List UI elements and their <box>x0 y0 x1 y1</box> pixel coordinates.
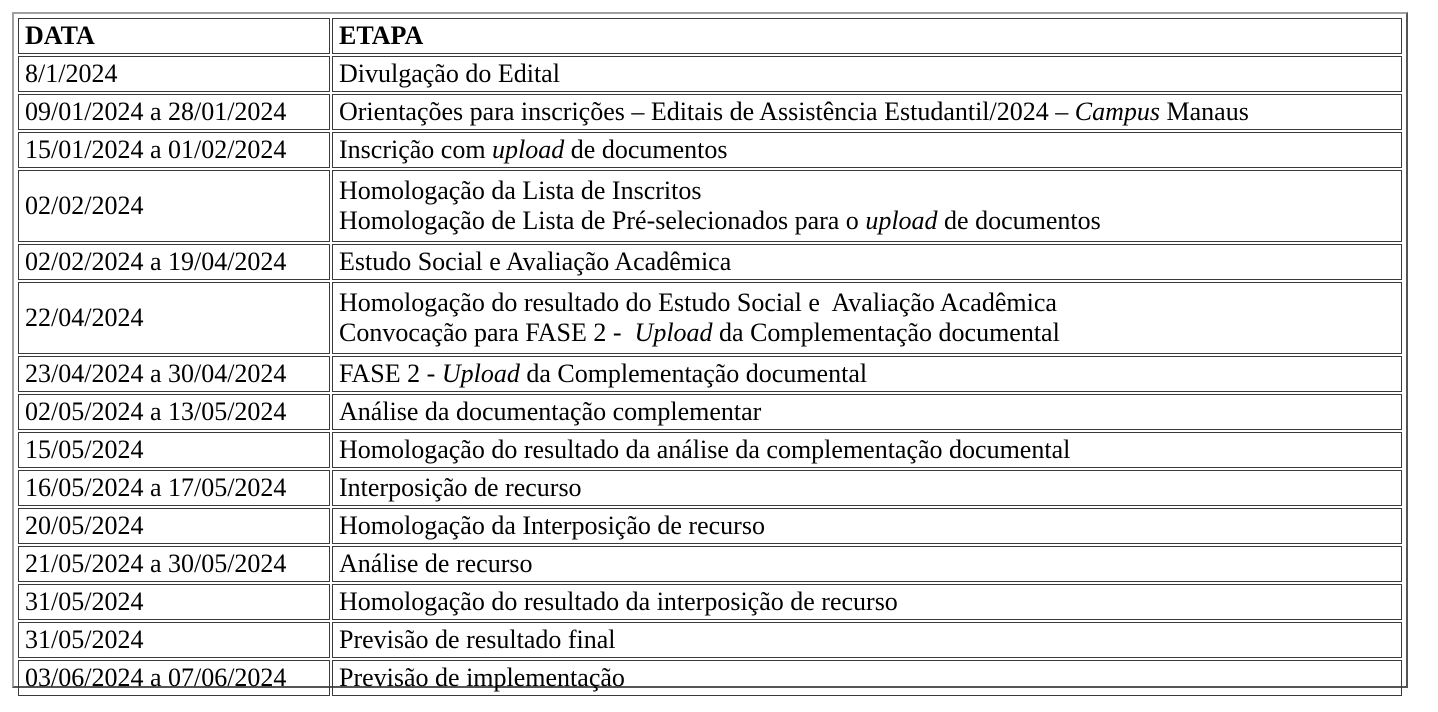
table-row <box>18 170 1402 242</box>
stage-cell <box>332 56 1402 92</box>
stage-text-italic: Campus <box>1074 97 1161 126</box>
table-row <box>18 546 1402 582</box>
stage-cell <box>332 584 1402 620</box>
date-cell: 02/02/2024 a 19/04/2024 <box>18 244 330 280</box>
table-row <box>18 282 1402 354</box>
stage-line <box>339 587 1395 617</box>
stage-text: Homologação de Lista de Pré-selecionados para o <box>339 206 866 235</box>
stage-text-italic: Upload <box>634 318 713 347</box>
stage-text-italic: Upload <box>441 359 520 388</box>
table-row <box>18 394 1402 430</box>
stage-text: Manaus <box>1160 97 1249 126</box>
date-cell: 23/04/2024 a 30/04/2024 <box>18 356 330 392</box>
stage-cell <box>332 244 1402 280</box>
stage-text: Convocação para FASE 2 - <box>339 318 635 347</box>
stage-line <box>339 473 1395 503</box>
stage-text: Análise de recurso <box>339 549 533 578</box>
stage-text: Previsão de implementação <box>339 663 625 692</box>
stage-cell <box>332 170 1402 242</box>
date-cell: 16/05/2024 a 17/05/2024 <box>18 470 330 506</box>
table-row <box>18 94 1402 130</box>
header-date: DATA <box>18 18 330 54</box>
date-cell: 09/01/2024 a 28/01/2024 <box>18 94 330 130</box>
stage-text: Orientações para inscrições – Editais de Assistência Estudantil/2024 – <box>339 97 1075 126</box>
stage-text: Análise da documentação complementar <box>339 397 762 426</box>
table-row <box>18 622 1402 658</box>
table-row <box>18 132 1402 168</box>
stage-line <box>339 663 1395 693</box>
table-row <box>18 244 1402 280</box>
stage-text: de documentos <box>937 206 1101 235</box>
stage-text: de documentos <box>564 135 728 164</box>
stage-text-italic: upload <box>865 206 938 235</box>
stage-cell <box>332 470 1402 506</box>
date-cell: 21/05/2024 a 30/05/2024 <box>18 546 330 582</box>
stage-text: FASE 2 - <box>339 359 442 388</box>
date-cell: 02/02/2024 <box>18 170 330 242</box>
date-cell: 31/05/2024 <box>18 622 330 658</box>
stage-cell <box>332 94 1402 130</box>
stage-line <box>339 59 1395 89</box>
stage-cell <box>332 282 1402 354</box>
stage-line <box>339 135 1395 165</box>
stage-cell <box>332 508 1402 544</box>
date-cell: 20/05/2024 <box>18 508 330 544</box>
stage-text: Previsão de resultado final <box>339 625 616 654</box>
stage-cell <box>332 546 1402 582</box>
stage-cell <box>332 432 1402 468</box>
stage-line <box>339 549 1395 579</box>
schedule-table <box>16 16 1404 698</box>
stage-text: Homologação do resultado do Estudo Social e Avaliação Acadêmica <box>339 288 1057 317</box>
stage-text: Homologação do resultado da análise da complementação documental <box>339 435 1071 464</box>
stage-line <box>339 511 1395 541</box>
stage-text: Homologação da Lista de Inscritos <box>339 176 702 205</box>
table-row <box>18 56 1402 92</box>
stage-text: Estudo Social e Avaliação Acadêmica <box>339 247 732 276</box>
stage-text: Interposição de recurso <box>339 473 582 502</box>
stage-cell <box>332 132 1402 168</box>
stage-line <box>339 176 1395 206</box>
stage-cell <box>332 356 1402 392</box>
table-row <box>18 470 1402 506</box>
stage-line <box>339 435 1395 465</box>
stage-cell <box>332 622 1402 658</box>
stage-text: da Complementação documental <box>712 318 1060 347</box>
stage-line <box>339 288 1395 318</box>
stage-text: da Complementação documental <box>519 359 868 388</box>
table-row <box>18 508 1402 544</box>
header-stage: ETAPA <box>332 18 1402 54</box>
stage-line <box>339 625 1395 655</box>
date-cell: 02/05/2024 a 13/05/2024 <box>18 394 330 430</box>
stage-cell <box>332 394 1402 430</box>
schedule-rows <box>18 56 1402 696</box>
date-cell: 03/06/2024 a 07/06/2024 <box>18 660 330 696</box>
stage-line <box>339 247 1395 277</box>
date-cell: 22/04/2024 <box>18 282 330 354</box>
table-row <box>18 584 1402 620</box>
stage-text: Inscrição com <box>339 135 493 164</box>
table-row <box>18 432 1402 468</box>
table-row <box>18 356 1402 392</box>
stage-text: Divulgação do Edital <box>339 59 560 88</box>
stage-line <box>339 206 1395 236</box>
table-row <box>18 660 1402 696</box>
date-cell: 15/01/2024 a 01/02/2024 <box>18 132 330 168</box>
date-cell: 31/05/2024 <box>18 584 330 620</box>
stage-line <box>339 397 1395 427</box>
stage-line <box>339 359 1395 389</box>
stage-line <box>339 97 1395 127</box>
header-row <box>18 18 1402 54</box>
date-cell: 8/1/2024 <box>18 56 330 92</box>
stage-text: Homologação da Interposição de recurso <box>339 511 765 540</box>
schedule-table-frame <box>12 12 1408 692</box>
stage-line <box>339 318 1395 348</box>
stage-text: Homologação do resultado da interposição de recurso <box>339 587 898 616</box>
stage-cell <box>332 660 1402 696</box>
stage-text-italic: upload <box>492 135 565 164</box>
date-cell: 15/05/2024 <box>18 432 330 468</box>
